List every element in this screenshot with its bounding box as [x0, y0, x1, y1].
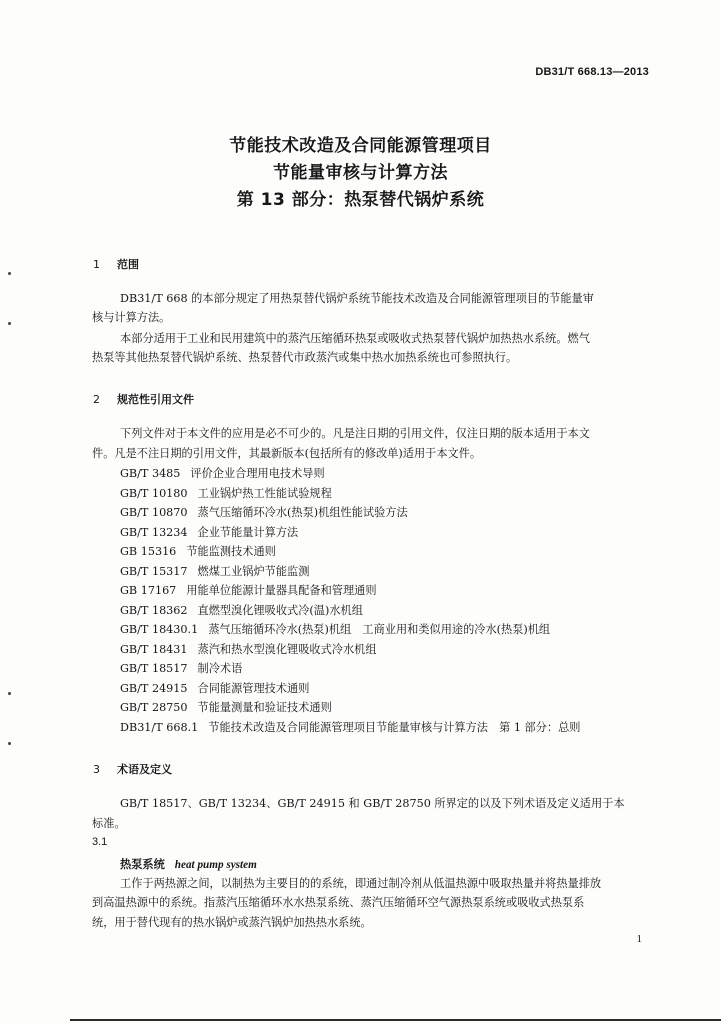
section-2-title: 规范性引用文件: [117, 393, 194, 406]
reference-code: GB 17167: [120, 584, 177, 597]
document-title-line-2: 节能量审核与计算方法: [273, 163, 448, 183]
scope-paragraph-2-line-1: 本部分适用于工业和民用建筑中的蒸汽压缩循环热泵或吸收式热泵替代锅炉加热热水系统。燃气: [120, 332, 590, 345]
section-2-number: 2: [93, 393, 100, 406]
reference-title: 直燃型溴化锂吸收式冷(温)水机组: [197, 604, 363, 617]
reference-title: 合同能源管理技术通则: [197, 682, 310, 695]
reference-item: [120, 700, 332, 716]
standard-code: DB31/T 668.13—2013: [535, 66, 649, 78]
reference-item: [120, 603, 363, 619]
section-3-heading: [93, 761, 172, 777]
reference-code: GB/T 18517: [120, 662, 188, 675]
section-1-number: 1: [93, 258, 100, 271]
references-intro-line-2: 件。凡是不注日期的引用文件，其最新版本(包括所有的修改单)适用于本文件。: [92, 447, 482, 460]
term-english: heat pump system: [174, 859, 257, 871]
reference-title: 蒸气压缩循环冷水(热泵)机组性能试验方法: [197, 506, 408, 519]
section-3-number: 3: [93, 763, 100, 776]
term-definition-line-3: 统，用于替代现有的热水锅炉或蒸汽锅炉加热热水系统。: [92, 916, 372, 929]
reference-title: 用能单位能源计量器具配备和管理通则: [186, 584, 377, 597]
section-1-heading: [93, 256, 139, 272]
reference-title: 节能技术改造及合同能源管理项目节能量审核与计算方法 第 1 部分：总则: [208, 721, 581, 734]
reference-title: 制冷术语: [197, 662, 243, 675]
section-2-heading: [93, 391, 194, 407]
reference-item: [120, 544, 276, 560]
reference-title: 工业锅炉热工性能试验规程: [197, 487, 332, 500]
term-definition-line-2: 到高温热源中的系统。指蒸汽压缩循环水水热泵系统、蒸汽压缩循环空气源热泵系统或吸收式热泵系: [92, 896, 585, 909]
reference-code: GB 15316: [120, 545, 177, 558]
references-intro-line-1: 下列文件对于本文件的应用是必不可少的。凡是注日期的引用文件，仅注日期的版本适用于本文: [120, 427, 590, 440]
term-definition-line-1: 工作于两热源之间，以制热为主要目的的系统，即通过制冷剂从低温热源中吸取热量并将热量排放: [120, 877, 602, 890]
margin-mark: [8, 692, 11, 695]
reference-item: [120, 486, 332, 502]
term-heading: [120, 856, 257, 872]
margin-mark: [8, 322, 11, 325]
section-1-title: 范围: [117, 258, 139, 271]
reference-item: [120, 642, 377, 658]
reference-code: GB/T 28750: [120, 701, 188, 714]
margin-mark: [8, 272, 11, 275]
reference-item: [120, 505, 408, 521]
term-number: 3.1: [92, 836, 108, 848]
footer-rule: [70, 1019, 721, 1021]
reference-item: [120, 564, 309, 580]
terms-intro-line-1: GB/T 18517、GB/T 13234、GB/T 24915 和 GB/T 28750 所界定的以及下列术语及定义适用于本: [120, 797, 625, 810]
reference-code: GB/T 10180: [120, 487, 188, 500]
reference-item: [120, 525, 298, 541]
reference-code: GB/T 3485: [120, 467, 181, 480]
scope-paragraph-2-line-2: 热泵等其他热泵替代锅炉系统、热泵替代市政蒸汽或集中热水加热系统也可参照执行。: [92, 351, 518, 364]
scope-paragraph-1-line-2: 核与计算方法。: [92, 311, 171, 324]
reference-code: GB/T 18431: [120, 643, 188, 656]
document-title-line-1: 节能技术改造及合同能源管理项目: [229, 136, 492, 156]
scope-paragraph-1-line-1: DB31/T 668 的本部分规定了用热泵替代锅炉系统节能技术改造及合同能源管理项目的节能量审: [120, 292, 594, 305]
reference-item: [120, 583, 377, 599]
reference-title: 企业节能量计算方法: [197, 526, 299, 539]
reference-code: GB/T 18430.1: [120, 623, 199, 636]
terms-intro-line-2: 标准。: [92, 817, 126, 830]
term-chinese: 热泵系统: [120, 857, 165, 871]
reference-item: [120, 622, 550, 638]
reference-code: GB/T 15317: [120, 565, 188, 578]
page-number: 1: [636, 933, 642, 945]
reference-item: [120, 661, 242, 677]
reference-title: 蒸气压缩循环冷水(热泵)机组 工商业用和类似用途的冷水(热泵)机组: [208, 623, 551, 636]
reference-title: 蒸汽和热水型溴化锂吸收式冷水机组: [197, 643, 377, 656]
reference-code: GB/T 24915: [120, 682, 188, 695]
margin-mark: [8, 742, 11, 745]
reference-item: [120, 720, 580, 736]
document-title-line-3: 第 13 部分：热泵替代锅炉系统: [236, 190, 485, 210]
reference-code: GB/T 18362: [120, 604, 188, 617]
reference-item: [120, 681, 309, 697]
reference-title: 节能量测量和验证技术通则: [197, 701, 332, 714]
reference-code: GB/T 10870: [120, 506, 188, 519]
section-3-title: 术语及定义: [117, 763, 172, 776]
reference-title: 评价企业合理用电技术导则: [190, 467, 325, 480]
reference-code: GB/T 13234: [120, 526, 188, 539]
reference-title: 燃煤工业锅炉节能监测: [197, 565, 310, 578]
reference-title: 节能监测技术通则: [186, 545, 276, 558]
reference-code: DB31/T 668.1: [120, 721, 199, 734]
reference-item: [120, 466, 325, 482]
